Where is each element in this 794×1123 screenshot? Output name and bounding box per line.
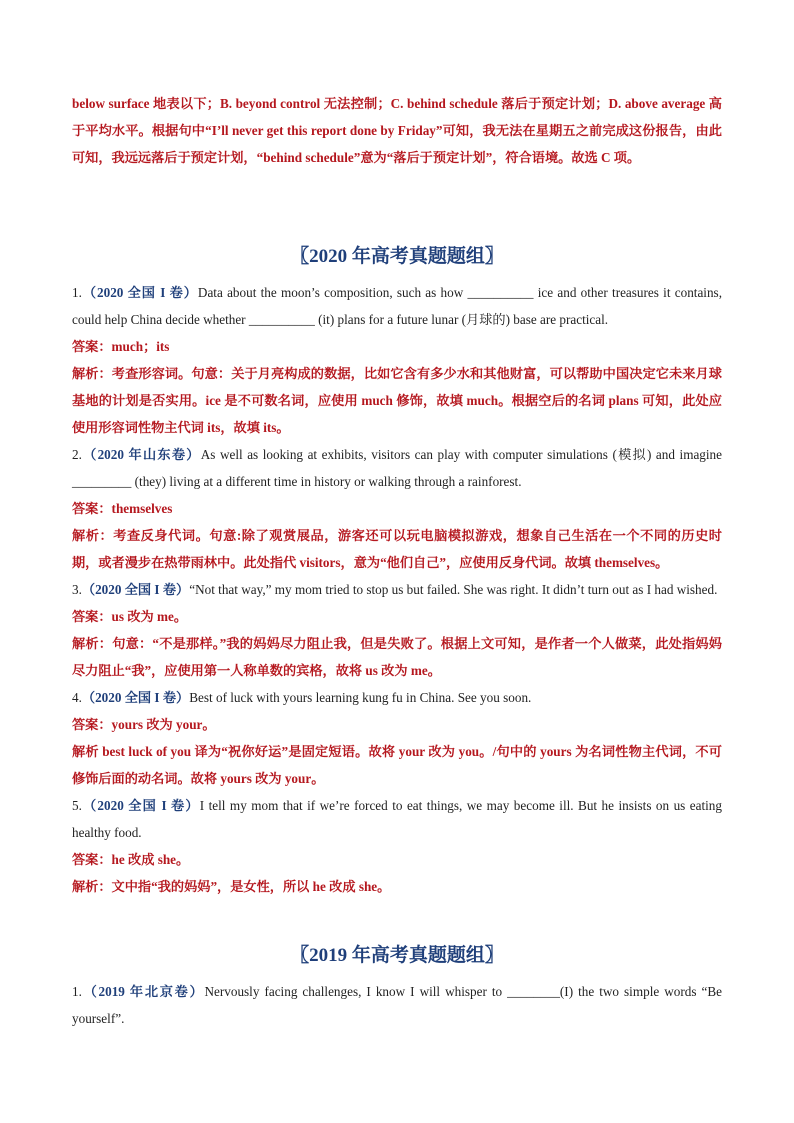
question-source: （2020 年山东卷） <box>81 447 201 462</box>
analysis-paragraph: 解析：考查反身代词。句意:除了观赏展品，游客还可以玩电脑模拟游戏，想象自己生活在一个不同的历史时期，或者漫步在热带雨林中。此处指代 visitors，意为“他们自己”，应使用反身代词。故填 themselves。 <box>72 528 722 570</box>
question-source: （2019 年北京卷） <box>81 984 205 999</box>
question-number: 1. <box>72 285 82 300</box>
question-source: （2020 全国 I 卷） <box>81 690 190 705</box>
question-source: （2020 全国 I 卷） <box>81 798 200 813</box>
question-text <box>72 792 722 846</box>
question-item <box>72 441 722 576</box>
section-heading-2019: 〖2019 年高考真题题组〗 <box>290 945 504 966</box>
section-2020-items <box>72 279 722 900</box>
question-number: 4. <box>72 690 82 705</box>
analysis-paragraph: 解析：文中指“我的妈妈”，是女性，所以 he 改成 she。 <box>72 879 391 894</box>
question-body: I tell my mom that if we’re forced to eat things, we may become ill. But he insists on us eating healthy food. <box>72 798 722 840</box>
section-heading-2020: 〖2020 年高考真题题组〗 <box>290 246 504 267</box>
question-body: Nervously facing challenges, I know I will whisper to ________(I) the two simple words “Be yourself”. <box>72 984 722 1026</box>
question-body: Best of luck with yours learning kung fu in China. See you soon. <box>189 690 532 705</box>
question-item <box>72 279 722 441</box>
question-number: 2. <box>72 447 82 462</box>
question-item <box>72 792 722 900</box>
question-body: As well as looking at exhibits, visitors can play with computer simulations (模拟) and imagine _________ (they) living at a different time in history or walking through a rainforest. <box>72 447 723 489</box>
section-2019-items <box>72 978 722 1032</box>
answer-line: 答案：us 改为 me。 <box>72 609 188 624</box>
intro-analysis-paragraph: below surface 地表以下；B. beyond control 无法控制；C. behind schedule 落后于预定计划；D. above average 高于平均水平。根据句中“I’ll never get this report done by Friday”可知，我无法在星期五之前完成这份报告，由此可知，我远远落后于预定计划，“behind schedule”意为“落后于预定计划”，符合语境。故选 C 项。 <box>72 96 722 165</box>
question-body: Data about the moon’s composition, such as how __________ ice and other treasures it contains, could help China decide whether __________ (it) plans for a future lunar (月球的) base are practical. <box>72 285 722 327</box>
question-text <box>72 684 722 711</box>
question-source: （2020 全国 I 卷） <box>81 582 190 597</box>
answer-line: 答案：he 改成 she。 <box>72 852 190 867</box>
question-body: “Not that way,” my mom tried to stop us but failed. She was right. It didn’t turn out as I had wished. <box>189 582 718 597</box>
question-text <box>72 441 722 495</box>
question-text <box>72 978 722 1032</box>
question-number: 5. <box>72 798 82 813</box>
question-number: 1. <box>72 984 82 999</box>
question-number: 3. <box>72 582 82 597</box>
analysis-paragraph: 解析：考查形容词。句意：关于月亮构成的数据，比如它含有多少水和其他财富，可以帮助中国决定它未来月球基地的计划是否实用。ice 是不可数名词，应使用 much 修饰，故填 much。根据空后的名词 plans 可知，此处应使用形容词性物主代词 its，故填 its。 <box>72 366 722 435</box>
answer-line: 答案：themselves <box>72 501 173 516</box>
question-text <box>72 576 722 603</box>
question-source: （2020 全国 I 卷） <box>81 285 198 300</box>
answer-line: 答案：much；its <box>72 339 170 354</box>
question-item <box>72 684 722 792</box>
analysis-paragraph: 解析：句意：“不是那样。”我的妈妈尽力阻止我，但是失败了。根据上文可知，是作者一个人做菜，此处指妈妈尽力阻止“我”，应使用第一人称单数的宾格，故将 us 改为 me。 <box>72 636 722 678</box>
question-text <box>72 279 722 333</box>
question-item <box>72 978 722 1032</box>
analysis-paragraph: 解析 best luck of you 译为“祝你好运”是固定短语。故将 your 改为 you。/句中的 yours 为名词性物主代词，不可修饰后面的动名词。故将 yours 改为 your。 <box>72 744 722 786</box>
answer-line: 答案：yours 改为 your。 <box>72 717 216 732</box>
question-item <box>72 576 722 684</box>
